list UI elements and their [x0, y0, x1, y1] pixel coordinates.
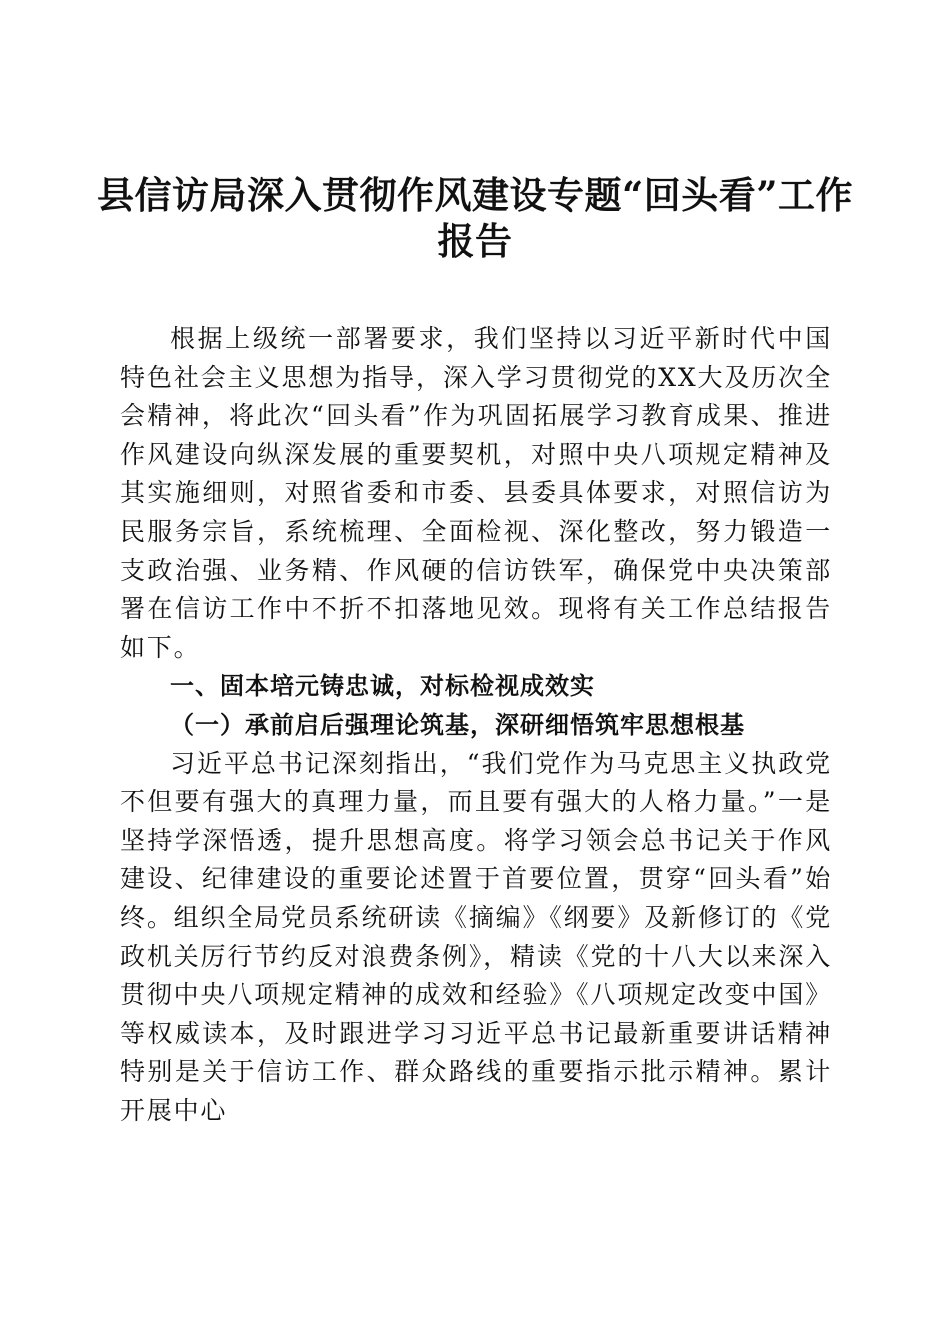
intro-paragraph: 根据上级统一部署要求，我们坚持以习近平新时代中国特色社会主义思想为指导，深入学习贯彻党的XX大及历次全会精神，将此次“回头看”作为巩固拓展学习教育成果、推进作风建设向纵深发展的重要契机，对照中央八项规定精神及其实施细则，对照省委和市委、县委具体要求，对照信访为民服务宗旨，系统梳理、全面检视、深化整改，努力锻造一支政治强、业务精、作风硬的信访铁军，确保党中央决策部署在信访工作中不折不扣落地见效。现将有关工作总结报告如下。 [120, 324, 832, 662]
section-heading: 一、固本培元铸忠诚，对标检视成效实 [170, 672, 595, 701]
body-paragraph: 习近平总书记深刻指出，“我们党作为马克思主义执政党不但要有强大的真理力量，而且要有强大的人格力量。”一是坚持学深悟透，提升思想高度。将学习领会总书记关于作风建设、纪律建设的重要论述置于首要位置，贯穿“回头看”始终。组织全局党员系统研读《摘编》《纲要》及新修订的《党政机关厉行节约反对浪费条例》，精读《党的十八大以来深入贯彻中央八项规定精神的成效和经验》《八项规定改变中国》等权威读本，及时跟进学习习近平总书记最新重要讲话精神特别是关于信访工作、群众路线的重要指示批示精神。累计开展中心 [120, 748, 832, 1125]
document-title: 县信访局深入贯彻作风建设专题“回头看”工作报告 [96, 173, 854, 263]
document-body [120, 320, 832, 1130]
subsection-heading: （一）承前启后强理论筑基，深研细悟筑牢思想根基 [170, 709, 745, 739]
